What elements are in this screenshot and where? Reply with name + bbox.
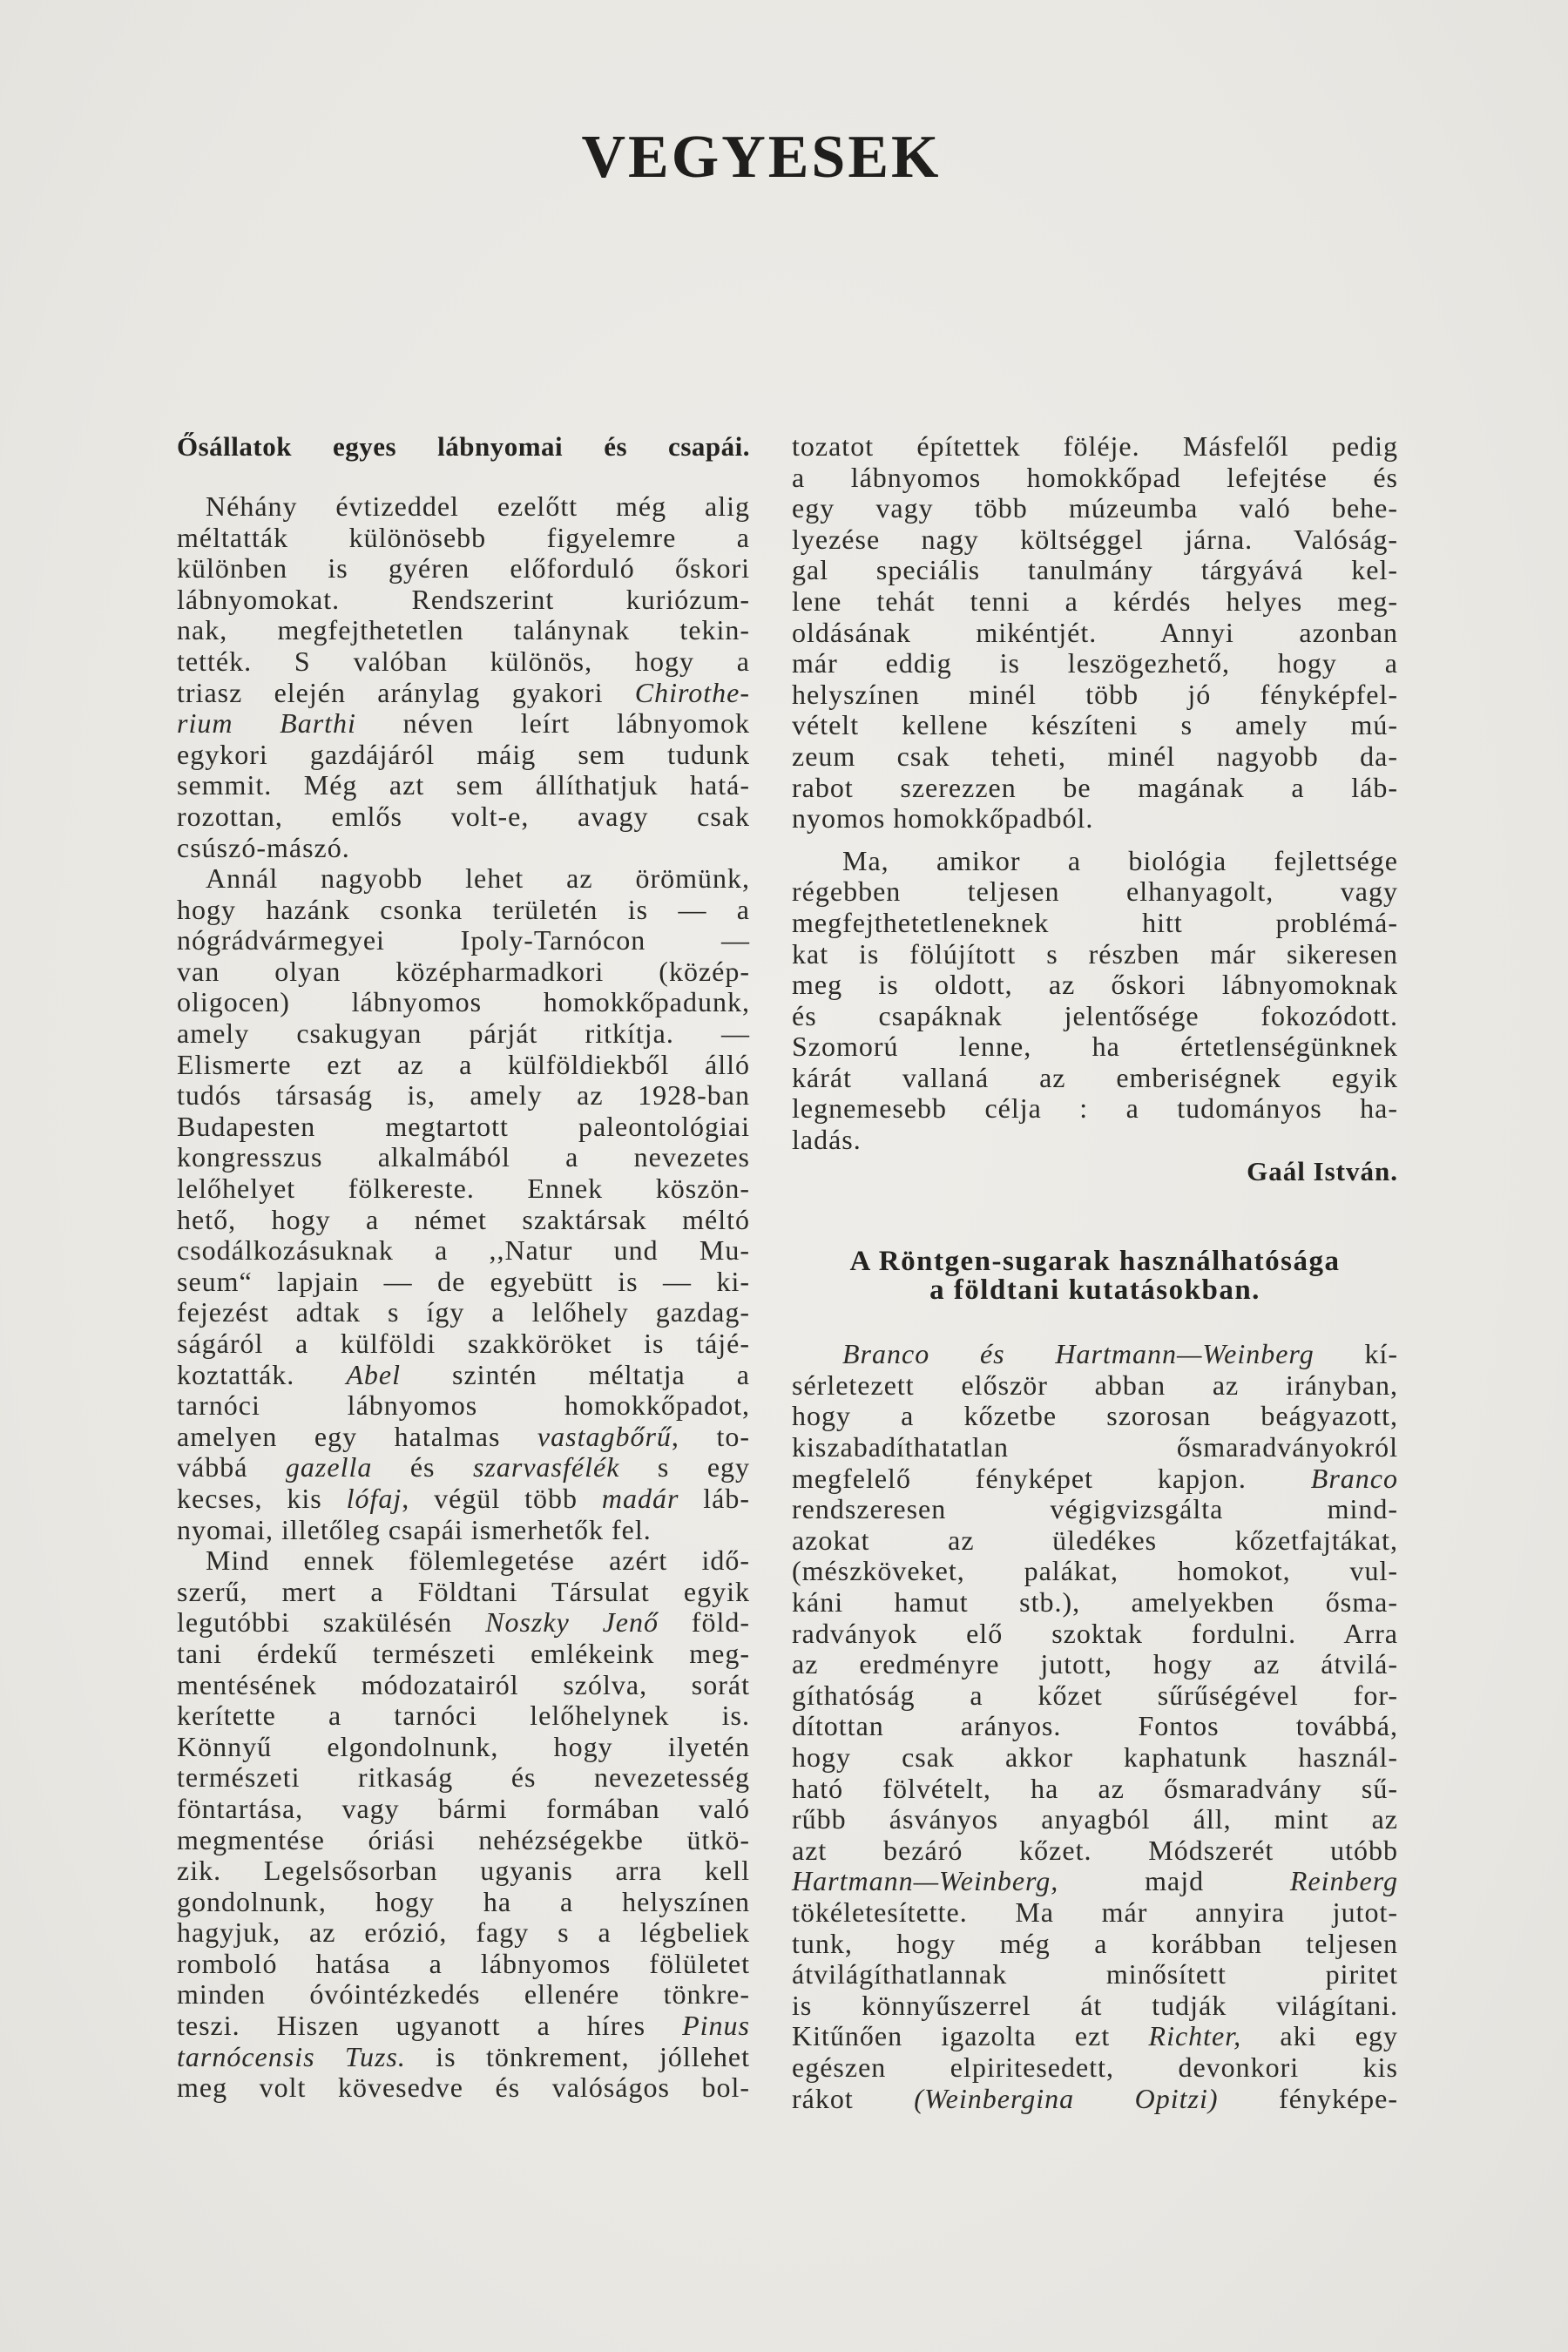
text-line: nyomai, illetőleg csapái ismerhetők fel. bbox=[177, 1513, 652, 1545]
text-line: Mind ennek fölemlegetése azért idő- bbox=[206, 1544, 750, 1577]
text-run: majd bbox=[1058, 1865, 1290, 1897]
text-line: gal speciális tanulmány tárgyává kel- bbox=[792, 554, 1398, 586]
text-run: Kitűnően igazolta ezt bbox=[792, 2020, 1149, 2052]
text-line: lene tehát tenni a kérdés helyes meg- bbox=[792, 585, 1398, 617]
text-line: föntartása, vagy bármi formában való bbox=[177, 1792, 750, 1824]
text-line: rozottan, emlős volt-e, avagy csak bbox=[177, 800, 750, 832]
text-line bbox=[177, 1607, 750, 1639]
text-line bbox=[177, 2042, 750, 2073]
text-line: nógrádvármegyei Ipoly-Tarnócon — bbox=[177, 924, 750, 956]
text-run: fényképe- bbox=[1218, 2082, 1399, 2114]
text-line: káni hamut stb.), amelyekben ősma- bbox=[792, 1586, 1398, 1618]
text-line bbox=[792, 1339, 1398, 1370]
left-column bbox=[177, 431, 750, 2104]
text-run: megfelelő fényképet kapjon. bbox=[792, 1462, 1311, 1494]
article-body-continued bbox=[792, 431, 1398, 1156]
text-line: csúszó-mászó. bbox=[177, 831, 350, 863]
text-line: ladás. bbox=[792, 1124, 862, 1156]
text-line bbox=[792, 1866, 1398, 1897]
text-line: tökéletesítette. Ma már annyira jutot- bbox=[792, 1896, 1398, 1928]
article-body bbox=[792, 1339, 1398, 2114]
italic-text: Noszky Jenő bbox=[485, 1606, 659, 1639]
article-title: Ősállatok egyes lábnyomai és csapái. bbox=[177, 431, 750, 462]
text-line: gondolnunk, hogy ha a helyszínen bbox=[177, 1885, 750, 1917]
text-line: azokat az üledékes kőzetfajtákat, bbox=[792, 1524, 1398, 1556]
text-line: rendszeresen végigvizsgálta mind- bbox=[792, 1493, 1398, 1525]
text-line bbox=[177, 1360, 750, 1391]
text-line: zik. Legelsősorban ugyanis arra kell bbox=[177, 1855, 750, 1887]
text-run: föld- bbox=[658, 1606, 750, 1639]
article-title bbox=[792, 1247, 1398, 1305]
text-run: láb- bbox=[679, 1482, 751, 1514]
italic-text: Branco és Hartmann—Weinberg bbox=[842, 1338, 1315, 1370]
text-line: rűbb ásványos anyagból áll, mint az bbox=[792, 1803, 1398, 1835]
text-line: kat is fölújított s részben már sikeresen bbox=[792, 937, 1398, 970]
text-line: tudós társaság is, amely az 1928-ban bbox=[177, 1079, 750, 1112]
text-line: azt bezáró kőzet. Módszerét utóbb bbox=[792, 1834, 1398, 1866]
text-line: és csapáknak jelentősége fokozódott. bbox=[792, 999, 1398, 1031]
text-line: szerű, mert a Földtani Társulat egyik bbox=[177, 1575, 750, 1607]
text-line: semmit. Még azt sem állíthatjuk hatá- bbox=[177, 769, 750, 801]
text-line: természeti ritkaság és nevezetesség bbox=[177, 1761, 750, 1794]
text-line: hogy csak akkor kaphatunk használ- bbox=[792, 1740, 1398, 1773]
text-line: zeum csak teheti, minél nagyobb da- bbox=[792, 740, 1398, 772]
text-line: kongresszus alkalmából a nevezetes bbox=[177, 1141, 750, 1173]
text-line: lelőhelyet fölkereste. Ennek köszön- bbox=[177, 1173, 750, 1205]
paragraph bbox=[177, 863, 750, 1545]
italic-text: Richter, bbox=[1148, 2020, 1242, 2052]
text-run: aki egy bbox=[1241, 2020, 1399, 2052]
text-line bbox=[177, 1484, 750, 1515]
text-line: minden óvóintézkedés ellenére tönkre- bbox=[177, 1978, 750, 2011]
text-line: lábnyomokat. Rendszerint kuriózum- bbox=[177, 583, 750, 615]
text-line: Elismerte ezt az a külföldiekből álló bbox=[177, 1048, 750, 1080]
paragraph bbox=[792, 431, 1398, 835]
text-line: kiszabadíthatatlan ősmaradványokról bbox=[792, 1431, 1398, 1463]
text-line: Budapesten megtartott paleontológiai bbox=[177, 1110, 750, 1142]
text-line bbox=[177, 2011, 750, 2042]
text-line: régebben teljesen elhanyagolt, vagy bbox=[792, 875, 1398, 908]
text-line: romboló hatása a lábnyomos fölületet bbox=[177, 1947, 750, 1979]
text-run: rákot bbox=[792, 2082, 915, 2114]
text-line: egykori gazdájáról máig sem tudunk bbox=[177, 738, 750, 770]
text-line: csodálkozásuknak a ,,Natur und Mu- bbox=[177, 1234, 750, 1267]
paragraph bbox=[792, 1339, 1398, 2114]
text-line: is könnyűszerrel át tudják világítani. bbox=[792, 1989, 1398, 2021]
text-run: néven leírt lábnyomok bbox=[355, 707, 751, 740]
italic-text: Chirothe- bbox=[634, 676, 750, 708]
italic-text: tarnócensis Tuzs. bbox=[177, 2040, 406, 2072]
text-line bbox=[177, 1422, 750, 1453]
text-run: teszi. Hiszen ugyanott a híres bbox=[177, 2010, 683, 2042]
text-line: seum“ lapjain — de egyebütt is — ki- bbox=[177, 1265, 750, 1297]
article-body bbox=[177, 491, 750, 2104]
text-run: kecses, kis bbox=[177, 1482, 347, 1514]
text-line: tunk, hogy még a korábban teljesen bbox=[792, 1927, 1398, 1959]
text-line: vételt kellene készíteni s amely mú- bbox=[792, 709, 1398, 741]
text-line: (mészköveket, palákat, homokot, vul- bbox=[792, 1555, 1398, 1587]
text-line: egy vagy több múzeumba való behe- bbox=[792, 492, 1398, 524]
text-line bbox=[792, 1463, 1398, 1495]
text-line bbox=[177, 678, 750, 709]
text-line: legnemesebb célja : a tudományos ha- bbox=[792, 1092, 1398, 1125]
text-line: amely csakugyan párját ritkítja. — bbox=[177, 1017, 750, 1050]
text-line: hogy hazánk csonka területén is — a bbox=[177, 893, 750, 925]
text-line: az eredményre jutott, hogy az átvilá- bbox=[792, 1648, 1398, 1680]
italic-text: szarvasfélék bbox=[472, 1451, 620, 1484]
text-run: amelyen egy hatalmas bbox=[177, 1420, 537, 1452]
text-line: kárát vallaná az emberiségnek egyik bbox=[792, 1061, 1398, 1093]
text-run: koztatták. bbox=[177, 1358, 347, 1390]
text-line: Néhány évtizeddel ezelőtt még alig bbox=[206, 490, 750, 522]
text-run: , végül több bbox=[402, 1482, 602, 1514]
paragraph bbox=[177, 491, 750, 863]
text-line: már eddig is leszögezhető, hogy a bbox=[792, 647, 1398, 679]
text-line: Ma, amikor a biológia fejlettsége bbox=[842, 844, 1398, 876]
italic-text: (Weinbergina Opitzi) bbox=[914, 2082, 1219, 2114]
text-line: tarnóci lábnyomos homokkőpadot, bbox=[177, 1389, 750, 1422]
text-line bbox=[792, 2084, 1398, 2115]
text-run: s egy bbox=[619, 1451, 751, 1484]
text-line: különben is gyéren előforduló őskori bbox=[177, 552, 750, 585]
right-column bbox=[792, 431, 1398, 2114]
text-line bbox=[792, 2021, 1398, 2052]
text-line: oldásának mikéntjét. Annyi azonban bbox=[792, 616, 1398, 648]
text-line: meg is oldott, az őskori lábnyomoknak bbox=[792, 969, 1398, 1001]
text-line: egészen elpiritesedett, devonkori kis bbox=[792, 2051, 1398, 2083]
text-line: hogy a kőzetbe szorosan beágyazott, bbox=[792, 1400, 1398, 1432]
text-line: tették. S valóban különös, hogy a bbox=[177, 645, 750, 677]
text-line: hagyjuk, az erózió, fagy s a légbeliek bbox=[177, 1916, 750, 1949]
text-line: megmentése óriási nehézségekbe ütkö- bbox=[177, 1823, 750, 1855]
text-line: megfejthetetleneknek hitt problémá- bbox=[792, 906, 1398, 938]
text-line: radványok elő szoktak fordulni. Arra bbox=[792, 1617, 1398, 1649]
text-line bbox=[177, 708, 750, 740]
author-signature: Gaál István. bbox=[1247, 1155, 1398, 1186]
text-line: nyomos homokkőpadból. bbox=[792, 802, 1094, 835]
text-line: rabot szerezzen be magának a láb- bbox=[792, 771, 1398, 803]
text-run: kí- bbox=[1314, 1338, 1398, 1370]
italic-text: Pinus bbox=[682, 2010, 750, 2042]
text-run: triasz elején aránylag gyakori bbox=[177, 676, 635, 708]
italic-text: Reinberg bbox=[1289, 1865, 1398, 1897]
text-line: oligocen) lábnyomos homokkőpadunk, bbox=[177, 986, 750, 1018]
italic-text: Abel bbox=[346, 1358, 401, 1390]
paragraph bbox=[177, 1545, 750, 2104]
text-run: is tönkrement, jóllehet bbox=[405, 2040, 751, 2072]
paragraph bbox=[792, 846, 1398, 1156]
text-run: és bbox=[372, 1451, 473, 1484]
article-title-line: a földtani kutatásokban. bbox=[929, 1274, 1260, 1307]
text-line: van olyan középharmadkori (közép- bbox=[177, 955, 750, 987]
section-title: VEGYESEK bbox=[581, 124, 942, 191]
text-run: legutóbbi szakülésén bbox=[177, 1606, 486, 1639]
text-line: nak, megfejthetetlen talánynak tekin- bbox=[177, 614, 750, 646]
text-run: vábbá bbox=[177, 1451, 286, 1484]
text-line: ságáról a külföldi szakköröket is tájé- bbox=[177, 1328, 750, 1360]
text-line: tozatot építettek föléje. Másfelől pedig bbox=[792, 430, 1398, 462]
italic-text: Branco bbox=[1310, 1462, 1398, 1494]
text-line: a lábnyomos homokkőpad lefejtése és bbox=[792, 461, 1398, 493]
italic-text: madár bbox=[601, 1482, 679, 1514]
text-line: fejezést adtak s így a lelőhely gazdag- bbox=[177, 1296, 750, 1328]
text-line bbox=[177, 1452, 750, 1484]
text-line: átvilágíthatlannak minősített piritet bbox=[792, 1958, 1398, 1990]
text-line: sérletezett először abban az irányban, bbox=[792, 1369, 1398, 1401]
text-line: dítottan arányos. Fontos továbbá, bbox=[792, 1710, 1398, 1742]
text-line: ható fölvételt, ha az ősmaradvány sű- bbox=[792, 1772, 1398, 1804]
text-run: , to- bbox=[671, 1420, 750, 1452]
text-line: Szomorú lenne, ha értetlenségünknek bbox=[792, 1031, 1398, 1063]
text-run: szintén méltatja a bbox=[400, 1358, 751, 1390]
text-line: Annál nagyobb lehet az örömünk, bbox=[206, 862, 750, 895]
text-line: méltatták különösebb figyelemre a bbox=[177, 521, 750, 553]
text-line: hető, hogy a német szaktársak méltó bbox=[177, 1203, 750, 1235]
text-line: meg volt kövesedve és valóságos bol- bbox=[177, 2072, 750, 2104]
text-line: Könnyű elgondolnunk, hogy ilyetén bbox=[177, 1730, 750, 1762]
italic-text: lófaj bbox=[346, 1482, 402, 1514]
italic-text: Hartmann—Weinberg, bbox=[792, 1865, 1059, 1897]
text-line: mentésének módozatairól szólva, sorát bbox=[177, 1668, 750, 1700]
italic-text: vastagbőrű bbox=[537, 1420, 672, 1452]
text-line: helyszínen minél több jó fényképfel- bbox=[792, 678, 1398, 710]
text-line: gíthatóság a kőzet sűrűségével for- bbox=[792, 1679, 1398, 1711]
italic-text: rium Barthi bbox=[177, 707, 356, 740]
text-line: lyezése nagy költséggel járna. Valóság- bbox=[792, 523, 1398, 555]
italic-text: gazella bbox=[285, 1451, 373, 1484]
text-line: tani érdekű természeti emlékeink meg- bbox=[177, 1637, 750, 1669]
text-line: kerítette a tarnóci lelőhelynek is. bbox=[177, 1700, 750, 1732]
article-title-line: A Röntgen-sugarak használhatósága bbox=[849, 1246, 1341, 1278]
